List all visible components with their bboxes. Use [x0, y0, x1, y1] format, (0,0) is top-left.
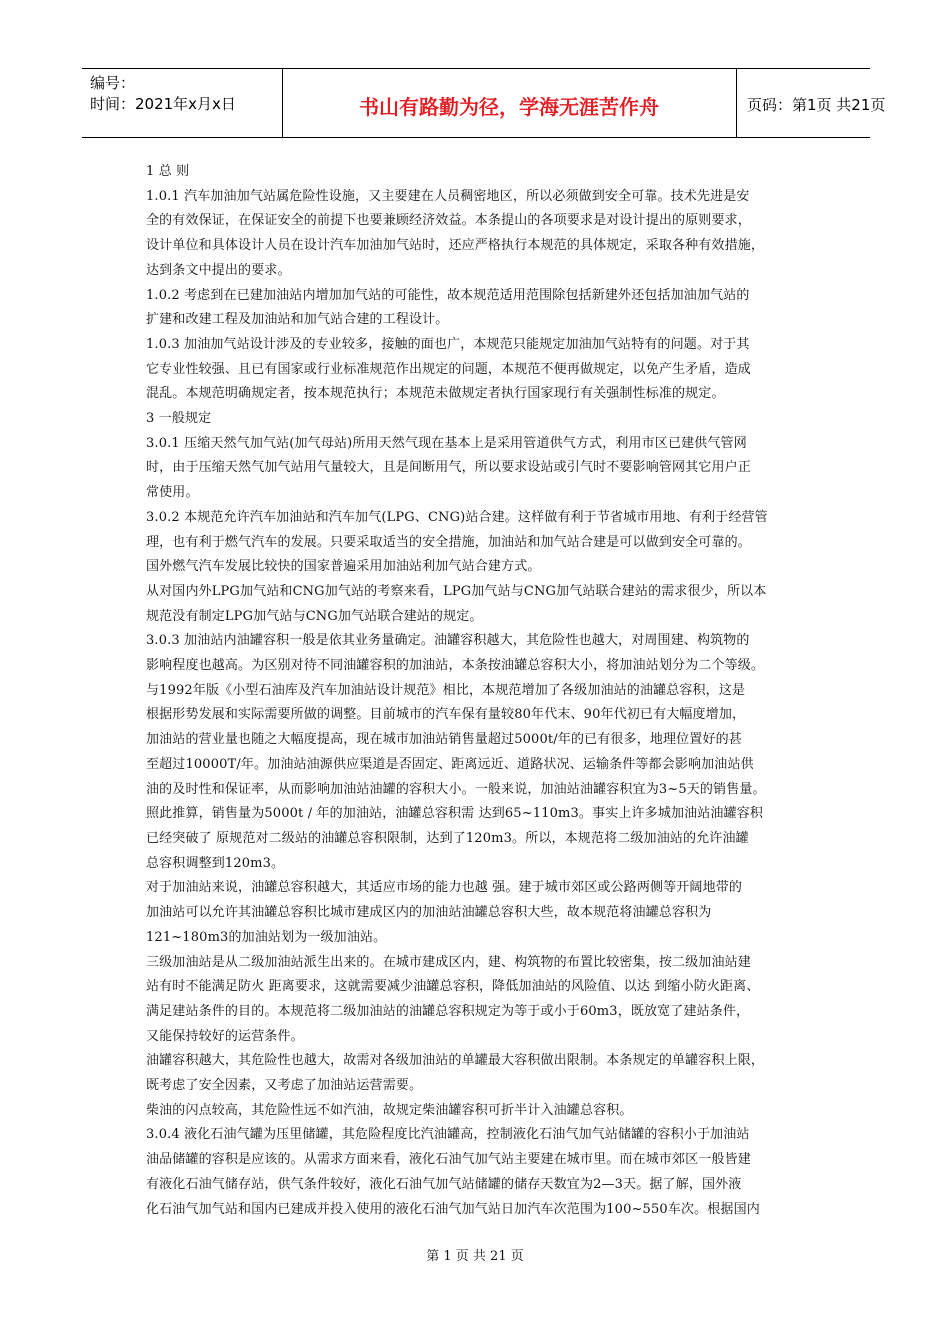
body-text: [146, 160, 812, 1222]
text-line: 至超过10000T/年。加油站油源供应渠道是否固定、距离远近、道路状况、运输条件等都会影响加油站供: [146, 756, 754, 772]
text-line: 1.0.3 加油加气站设计涉及的专业较多，接触的面也广，本规范只能规定加油加气站特有的问题。对于其: [146, 336, 750, 352]
text-line: 规范没有制定LPG加气站与CNG加气站联合建站的规定。: [146, 608, 483, 624]
header-page-cell: [737, 69, 886, 137]
text-line: 柴油的闪点较高，其危险性远不如汽油，故规定柴油罐容积可折半计入油罐总容积。: [146, 1102, 633, 1118]
text-line: 总容积调整到120m3。: [146, 855, 285, 871]
page-number-label: 页码：第1页 共21页: [747, 96, 886, 114]
text-line: 满足建站条件的目的。本规范将二级加油站的油罐总容积规定为等于或小于60m3，既放宽了建站条件，: [146, 1003, 750, 1019]
text-line: 加油站的营业量也随之大幅度提高，现在城市加油站销售量超过5000t/年的已有很多，地理位置好的甚: [146, 732, 742, 748]
header-motto-cell: [282, 69, 737, 137]
text-line: 全的有效保证，在保证安全的前提下也要兼顾经济效益。本条提山的各项要求是对设计提出的原则要求，: [146, 213, 751, 229]
text-line: 常使用。: [146, 485, 199, 501]
text-line: 时，由于压缩天然气加气站用气量较大，且是间断用气，所以要求设站或引气时不要影响管网其它用户正: [146, 460, 751, 476]
motto-text: 书山有路勤为径，学海无涯苦作舟: [359, 95, 659, 119]
text-line: 它专业性较强、且已有国家或行业标准规范作出规定的问题，本规范不便再做规定，以免产生矛盾，造成: [146, 361, 751, 377]
header-table: [82, 68, 886, 138]
text-line: 1 总 则: [146, 164, 190, 179]
text-line: 设计单位和具体设计人员在设计汽车加油加气站时，还应严格执行本规范的具体规定，采取各种有效措施，: [146, 238, 765, 254]
text-line: 混乱。本规范明确规定者，按本规范执行；本规范未做规定者执行国家现行有关强制性标准的规定。: [146, 386, 725, 402]
text-line: 国外燃气汽车发展比较快的国家普遍采用加油站利加气站合建方式。: [146, 559, 541, 575]
text-line: 121~180m3的加油站划为一级加油站。: [146, 929, 387, 945]
text-line: 既考虑了安全因素，又考虑了加油站运营需要。: [146, 1078, 423, 1094]
text-line: 油品储罐的容积是应该的。从需求方面来看，液化石油气加气站主要建在城市里。而在城市郊区一般皆建: [146, 1152, 751, 1168]
text-line: 1.0.1 汽车加油加气站属危险性设施，又主要建在人员稠密地区，所以必须做到安全可靠。技术先进是安: [146, 188, 750, 204]
text-line: 对于加油站来说，油罐总容积越大，其适应市场的能力也越 强。建于城市郊区或公路两侧等开阔地带的: [146, 880, 743, 896]
text-line: 3 一般规定: [146, 411, 212, 427]
text-line: 油罐容积越大，其危险性也越大，故需对各级加油站的单罐最大容积做出限制。本条规定的单罐容积上限，: [146, 1053, 765, 1069]
header-info-cell: [82, 69, 283, 137]
text-line: 油的及时性和保证率，从而影响加油站油罐的容积大小。一般来说，加油站油罐容积宜为3~5天的销售量。: [146, 781, 766, 797]
text-line: 3.0.1 压缩天然气加气站(加气母站)所用天然气现在基本上是采用管道供气方式，利用市区已建供气管网: [146, 435, 747, 451]
text-line: 已经突破了 原规范对二级站的油罐总容积限制，达到了120m3。所以，本规范将二级加油站的允许油罐: [146, 830, 749, 846]
text-line: 照此推算，销售量为5000t / 年的加油站，油罐总容积需 达到65~110m3。事实上许多城加油站油罐容积: [146, 806, 764, 822]
page-footer: 第 1 页 共 21 页: [426, 1249, 524, 1264]
text-line: 根据形势发展和实际需要所做的调整。目前城市的汽车保有量较80年代末、90年代初已有大幅度增加，: [146, 707, 746, 723]
number-label: 编号：: [90, 74, 136, 92]
text-line: 三级加油站是从二级加油站派生出来的。在城市建成区内，建、构筑物的布置比较密集，按二级加油站建: [146, 954, 751, 970]
text-line: 1.0.2 考虑到在已建加油站内增加加气站的可能性，故本规范适用范围除包括新建外还包括加油加气站的: [146, 287, 750, 303]
text-line: 又能保持较好的运营条件。: [146, 1028, 304, 1044]
text-line: 3.0.2 本规范允许汽车加油站和汽车加气(LPG、CNG)站合建。这样做有利于节省城市用地、有利于经营管: [146, 509, 768, 525]
text-line: 与1992年版《小型石油库及汽车加油站设计规范》相比，本规范增加了各级加油站的油罐总容积，这是: [146, 682, 746, 698]
text-line: 达到条文中提出的要求。: [146, 262, 291, 278]
text-line: 3.0.4 液化石油气罐为压里储罐，其危险程度比汽油罐高，控制液化石油气加气站储罐的容积小于加油站: [146, 1127, 750, 1143]
text-line: 3.0.3 加油站内油罐容积一般是依其业务量确定。油罐容积越大，其危险性也越大，对周围建、构筑物的: [146, 633, 750, 649]
text-line: 加油站可以允许其油罐总容积比城市建成区内的加油站油罐总容积大些，故本规范将油罐总容积为: [146, 905, 712, 921]
date-label: 时间：2021年x月x日: [90, 95, 236, 113]
text-line: 理，也有利于燃气汽车的发展。只要采取适当的安全措施，加油站和加气站合建是可以做到安全可靠的。: [146, 534, 751, 550]
text-line: 站有时不能满足防火 距离要求，这就需要减少油罐总容积，降低加油站的风险值、以达 到缩小防火距离、: [146, 979, 760, 995]
text-line: 影响程度也越高。为区别对待不同油罐容积的加油站，本条按油罐总容积大小，将加油站划分为二个等级。: [146, 658, 765, 674]
text-line: 有液化石油气储存站，供气条件较好，液化石油气加气站储罐的储存天数宜为2—3天。据了解，国外液: [146, 1176, 742, 1192]
text-line: 从对国内外LPG加气站和CNG加气站的考察来看，LPG加气站与CNG加气站联合建站的需求很少，所以本: [146, 583, 767, 599]
text-line: 化石油气加气站和国内已建成并投入使用的液化石油气加气站日加汽车次范围为100~550车次。根据国内: [146, 1201, 760, 1217]
text-line: 扩建和改建工程及加油站和加气站合建的工程设计。: [146, 312, 449, 328]
